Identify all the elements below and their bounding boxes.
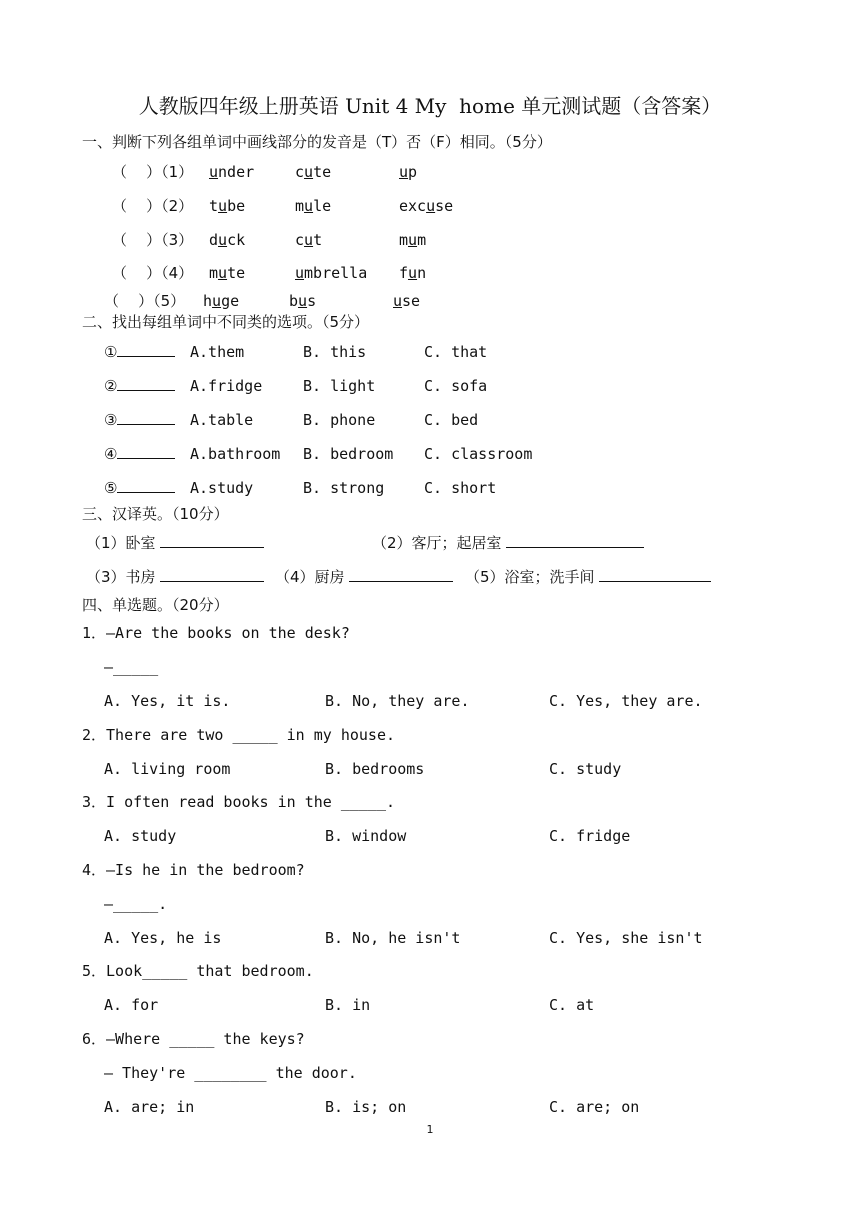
- classify-option-c: C. classroom: [424, 445, 533, 463]
- phonics-word: use: [393, 292, 421, 310]
- phonics-row-number: （ ）（2）: [112, 197, 194, 215]
- phonics-word: cut: [295, 231, 323, 249]
- underlined-letter: u: [304, 163, 314, 181]
- question-6-answer-line: — They're ________ the door.: [104, 1064, 357, 1082]
- classify-row-number: ③: [104, 410, 175, 430]
- question-3-option-b: B. window: [325, 827, 407, 845]
- phonics-word: mule: [295, 197, 332, 215]
- question-5: 5．Look_____ that bedroom.: [82, 962, 314, 980]
- classify-option-b: B. bedroom: [303, 445, 394, 463]
- answer-blank: [117, 376, 175, 391]
- question-3-option-a: A. study: [104, 827, 177, 845]
- classify-row-number: ⑤: [104, 478, 175, 498]
- underlined-letter: u: [218, 231, 228, 249]
- phonics-row-number: （ ）（3）: [112, 231, 194, 249]
- translate-item-5: （5）浴室；洗手间: [465, 567, 711, 587]
- classify-option-b: B. this: [303, 343, 367, 361]
- question-4-option-a: A. Yes, he is: [104, 929, 222, 947]
- section-1-heading: 一、判断下列各组单词中画线部分的发音是（T）否（F）相同。（5分）: [82, 133, 552, 151]
- phonics-word: umbrella: [295, 264, 368, 282]
- section-4-heading: 四、单选题。（20分）: [82, 596, 229, 614]
- classify-option-c: C. that: [424, 343, 488, 361]
- phonics-word: excuse: [399, 197, 454, 215]
- underlined-letter: u: [298, 292, 308, 310]
- question-2-option-a: A. living room: [104, 760, 231, 778]
- section-3-heading: 三、汉译英。（10分）: [82, 505, 229, 523]
- underlined-letter: u: [393, 292, 403, 310]
- underlined-letter: u: [426, 197, 436, 215]
- classify-option-a: A.table: [190, 411, 254, 429]
- translate-item-3: （3）书房: [86, 567, 264, 587]
- answer-blank: [117, 444, 175, 459]
- phonics-word: up: [399, 163, 418, 181]
- underlined-letter: u: [304, 231, 314, 249]
- classify-option-a: A.study: [190, 479, 254, 497]
- page-title: 人教版四年级上册英语 Unit 4 My home 单元测试题（含答案）: [138, 94, 722, 118]
- phonics-word: tube: [209, 197, 246, 215]
- question-1-option-c: C. Yes, they are.: [549, 692, 703, 710]
- question-2-option-b: B. bedrooms: [325, 760, 425, 778]
- underlined-letter: u: [209, 163, 219, 181]
- phonics-word: mum: [399, 231, 427, 249]
- translate-item-2: （2）客厅；起居室: [372, 533, 644, 553]
- question-4-option-b: B. No, he isn't: [325, 929, 461, 947]
- question-1-option-b: B. No, they are.: [325, 692, 470, 710]
- phonics-word: under: [209, 163, 255, 181]
- underlined-letter: u: [212, 292, 222, 310]
- underlined-letter: u: [218, 264, 228, 282]
- underlined-letter: u: [295, 264, 305, 282]
- answer-blank: [117, 410, 175, 425]
- question-6-option-a: A. are; in: [104, 1098, 195, 1116]
- question-4: 4．—Is he in the bedroom?: [82, 861, 305, 879]
- underlined-letter: u: [304, 197, 314, 215]
- answer-blank: [117, 342, 175, 357]
- answer-blank: [117, 478, 175, 493]
- question-2: 2．There are two _____ in my house.: [82, 726, 396, 744]
- question-3-option-c: C. fridge: [549, 827, 631, 845]
- underlined-letter: u: [399, 163, 409, 181]
- phonics-word: bus: [289, 292, 317, 310]
- question-2-option-c: C. study: [549, 760, 622, 778]
- classify-row-number: ①: [104, 342, 175, 362]
- question-6-option-c: C. are; on: [549, 1098, 640, 1116]
- phonics-row-number: （ ）（5）: [104, 292, 186, 310]
- classify-row-number: ②: [104, 376, 175, 396]
- question-1-answer-line: —_____: [104, 658, 159, 676]
- classify-option-b: B. light: [303, 377, 376, 395]
- classify-option-a: A.them: [190, 343, 245, 361]
- question-1: 1．—Are the books on the desk?: [82, 624, 350, 642]
- classify-option-c: C. bed: [424, 411, 479, 429]
- section-2-heading: 二、找出每组单词中不同类的选项。（5分）: [82, 313, 370, 331]
- question-5-option-c: C. at: [549, 996, 595, 1014]
- classify-option-a: A.bathroom: [190, 445, 281, 463]
- phonics-word: duck: [209, 231, 246, 249]
- phonics-word: mute: [209, 264, 246, 282]
- question-6: 6．—Where _____ the keys?: [82, 1030, 305, 1048]
- question-1-option-a: A. Yes, it is.: [104, 692, 231, 710]
- underlined-letter: u: [218, 197, 228, 215]
- classify-option-b: B. phone: [303, 411, 376, 429]
- phonics-row-number: （ ）（4）: [112, 264, 194, 282]
- underlined-letter: u: [408, 231, 418, 249]
- phonics-word: cute: [295, 163, 332, 181]
- question-5-option-a: A. for: [104, 996, 159, 1014]
- phonics-word: huge: [203, 292, 240, 310]
- question-3: 3．I often read books in the _____.: [82, 793, 396, 811]
- classify-option-c: C. short: [424, 479, 497, 497]
- page-number: 1: [426, 1123, 434, 1136]
- classify-option-b: B. strong: [303, 479, 385, 497]
- question-5-option-b: B. in: [325, 996, 371, 1014]
- classify-option-a: A.fridge: [190, 377, 263, 395]
- underlined-letter: u: [408, 264, 418, 282]
- classify-option-c: C. sofa: [424, 377, 488, 395]
- question-6-option-b: B. is; on: [325, 1098, 407, 1116]
- question-4-answer-line: —_____.: [104, 895, 168, 913]
- classify-row-number: ④: [104, 444, 175, 464]
- phonics-word: fun: [399, 264, 427, 282]
- phonics-row-number: （ ）（1）: [112, 163, 194, 181]
- translate-item-1: （1）卧室: [86, 533, 264, 553]
- translate-item-4: （4）厨房: [275, 567, 453, 587]
- question-4-option-c: C. Yes, she isn't: [549, 929, 703, 947]
